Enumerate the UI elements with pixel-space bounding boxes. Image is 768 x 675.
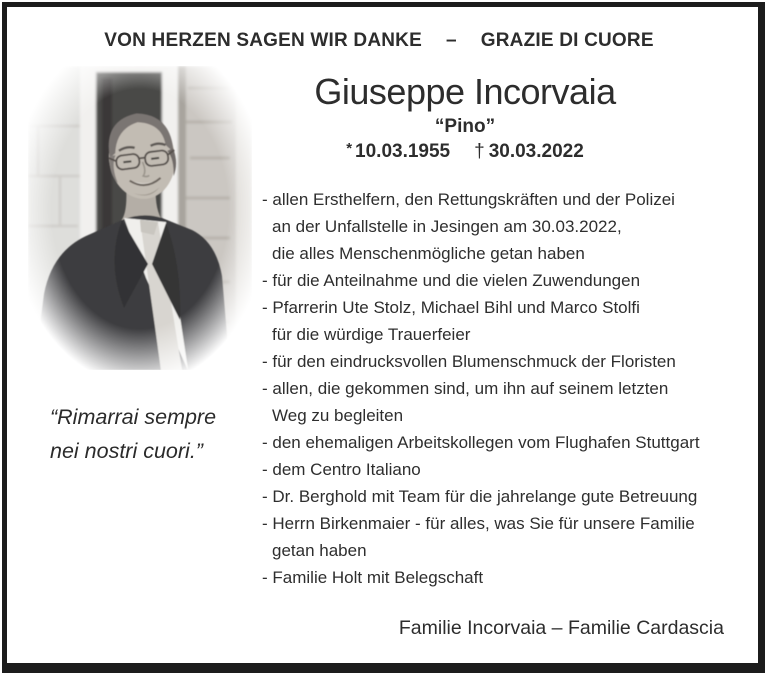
thanks-item <box>262 510 762 564</box>
thanks-line: an der Unfallstelle in Jesingen am 30.03.2022, <box>272 217 622 236</box>
portrait-photo-illustration <box>28 66 252 370</box>
portrait-photo <box>28 66 252 370</box>
family-signature: Familie Incorvaia – Familie Cardascia <box>398 617 724 639</box>
header-text-italian: GRAZIE DI CUORE <box>480 30 654 51</box>
title-block <box>240 72 690 163</box>
thanks-item <box>262 294 762 348</box>
death-cross-symbol: † <box>474 140 485 162</box>
thanks-list <box>262 186 762 591</box>
thanks-line: - Pfarrerin Ute Stolz, Michael Bihl und Marco Stolfi <box>262 298 640 317</box>
deceased-nickname: “Pino” <box>434 115 496 137</box>
header-separator-dash: – <box>445 30 457 51</box>
thanks-item <box>262 348 762 375</box>
thanks-line: - für die Anteilnahme und die vielen Zuwendungen <box>262 271 641 290</box>
deceased-name: Giuseppe Incorvaia <box>314 71 616 112</box>
death-date: 30.03.2022 <box>488 140 584 162</box>
memorial-quote <box>50 400 216 468</box>
header-line <box>0 30 758 52</box>
birth-star-symbol: * <box>346 139 353 157</box>
thanks-item <box>262 375 762 429</box>
thanks-item <box>262 564 762 591</box>
thanks-item <box>262 483 762 510</box>
thanks-line: - Herrn Birkenmaier - für alles, was Sie für unsere Familie <box>262 514 695 533</box>
thanks-line: - Dr. Berghold mit Team für die jahrelange gute Betreuung <box>262 487 698 506</box>
thanks-line: - dem Centro Italiano <box>262 460 421 479</box>
life-dates <box>240 141 690 163</box>
thanks-item <box>262 429 762 456</box>
thanks-line: - für den eindrucksvollen Blumenschmuck der Floristen <box>262 352 676 371</box>
thanks-line: - Familie Holt mit Belegschaft <box>262 568 484 587</box>
birth-date: 10.03.1955 <box>355 140 451 162</box>
thanks-item <box>262 267 762 294</box>
thanks-line: getan haben <box>272 541 367 560</box>
thanks-line: - den ehemaligen Arbeitskollegen vom Flughafen Stuttgart <box>262 433 700 452</box>
quote-line: “Rimarrai sempre <box>50 405 217 429</box>
thanks-line: Weg zu begleiten <box>272 406 404 425</box>
thanks-line: - allen, die gekommen sind, um ihn auf seinem letzten <box>262 379 669 398</box>
thanks-line: die alles Menschenmögliche getan haben <box>272 244 585 263</box>
thanks-item <box>262 186 762 267</box>
quote-line: nei nostri cuori.” <box>50 439 203 463</box>
thanks-line: - allen Ersthelfern, den Rettungskräften und der Polizei <box>262 190 675 209</box>
thanks-line: für die würdige Trauerfeier <box>272 325 471 344</box>
header-text-german: VON HERZEN SAGEN WIR DANKE <box>104 30 422 51</box>
thanks-item <box>262 456 762 483</box>
